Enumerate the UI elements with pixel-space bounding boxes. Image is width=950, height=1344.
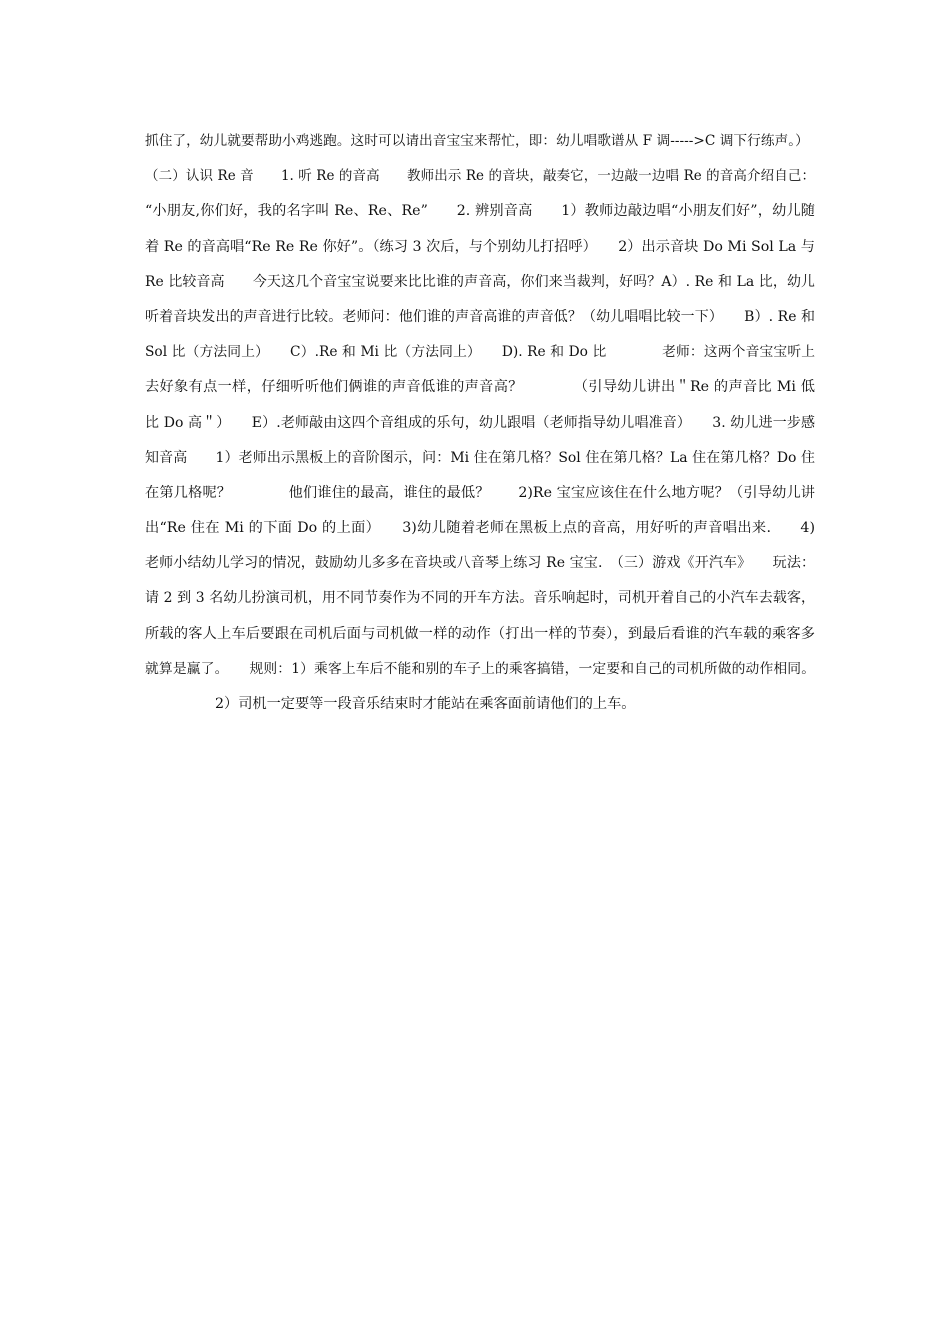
text-line: 出“Re 住在 Mi 的下面 Do 的上面） 3)幼儿随着老师在黑板上点的音高，用好听的声音唱出来. 4)	[145, 520, 815, 537]
text-line: 老师小结幼儿学习的情况，鼓励幼儿多多在音块或八音琴上练习 Re 宝宝. （三）游戏《开汽车》 玩法：	[145, 555, 815, 572]
text-line: 着 Re 的音高唱“Re Re Re 你好”。（练习 3 次后，与个别幼儿打招呼） 2）出示音块 Do Mi Sol La 与	[145, 238, 815, 255]
text-line: 抓住了，幼儿就要帮助小鸡逃跑。这时可以请出音宝宝来帮忙，即：幼儿唱歌谱从 F 调----->C 调下行练声。）	[145, 133, 809, 149]
text-line: Re 比较音高 今天这几个音宝宝说要来比比谁的声音高，你们来当裁判，好吗？A）. Re 和 La 比，幼儿	[145, 273, 815, 290]
text-line: 听着音块发出的声音进行比较。老师问：他们谁的声音高谁的声音低？（幼儿唱唱比较一下） B）. Re 和	[145, 308, 815, 325]
text-line: 去好象有点一样，仔细听听他们俩谁的声音低谁的声音高？ （引导幼儿讲出＂Re 的声音比 Mi 低	[145, 379, 815, 396]
text-line: 所载的客人上车后要跟在司机后面与司机做一样的动作（打出一样的节奏），到最后看谁的汽车载的乘客多	[145, 625, 815, 642]
text-line: 知音高 1）老师出示黑板上的音阶图示，问：Mi 住在第几格？Sol 住在第几格？La 住在第几格？Do 住	[145, 449, 815, 466]
text-line-final: 2）司机一定要等一段音乐结束时才能站在乘客面前请他们的上车。	[215, 696, 636, 712]
text-line: 比 Do 高＂） E）.老师敲由这四个音组成的乐句，幼儿跟唱（老师指导幼儿唱准音） 3. 幼儿进一步感	[145, 414, 815, 431]
text-line: Sol 比（方法同上） C）.Re 和 Mi 比（方法同上） D). Re 和 Do 比 老师：这两个音宝宝听上	[145, 344, 815, 361]
text-line: “小朋友,你们好，我的名字叫 Re、Re、Re” 2. 辨别音高 1）教师边敲边唱“小朋友们好”，幼儿随	[145, 203, 815, 220]
lesson-text-body	[145, 124, 815, 722]
text-line: （二）认识 Re 音 1. 听 Re 的音高 教师出示 Re 的音块，敲奏它，一边敲一边唱 Re 的音高介绍自己：	[145, 168, 815, 185]
text-line: 请 2 到 3 名幼儿扮演司机，用不同节奏作为不同的开车方法。音乐响起时，司机开着自己的小汽车去载客，	[145, 590, 815, 607]
text-line: 在第几格呢？ 他们谁住的最高，谁住的最低？ 2)Re 宝宝应该住在什么地方呢？（引导幼儿讲	[145, 484, 815, 501]
text-line: 就算是赢了。 规则：1）乘客上车后不能和别的车子上的乘客搞错，一定要和自己的司机所做的动作相同。	[145, 660, 815, 677]
